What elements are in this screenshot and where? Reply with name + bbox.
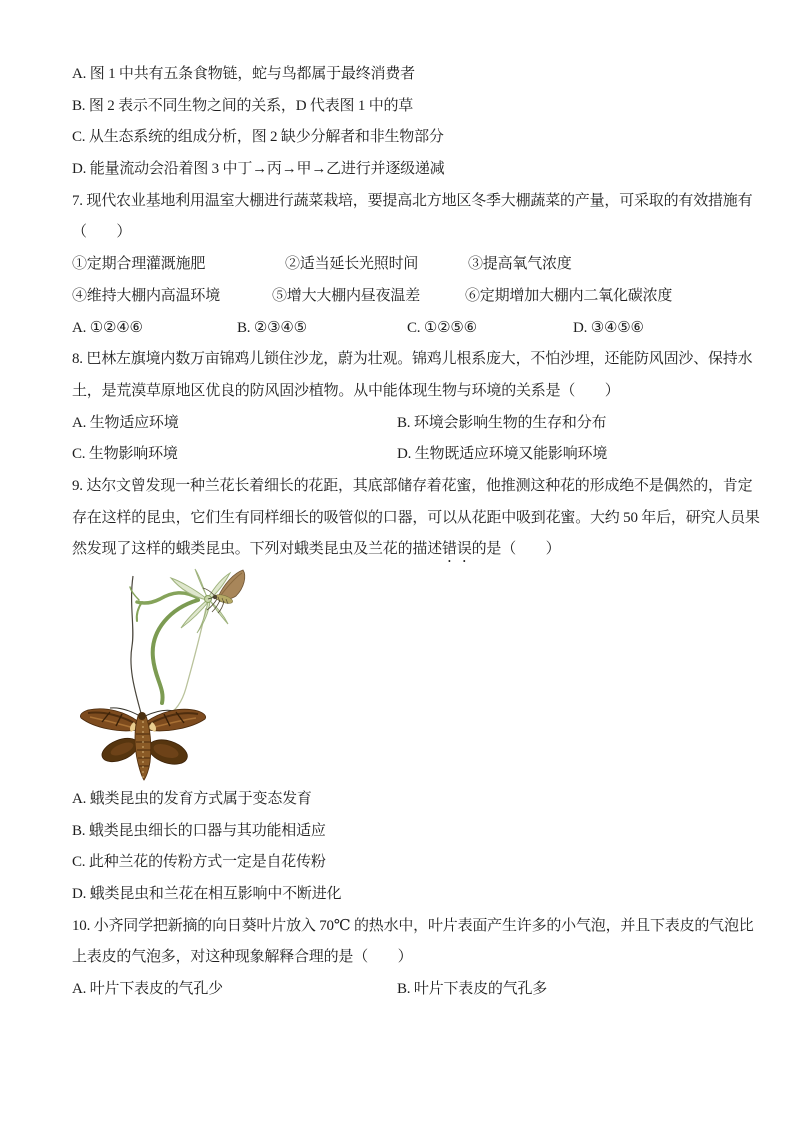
- q9-stem-line3-before: 然发现了这样的蛾类昆虫。下列对蛾类昆虫及兰花的描述: [72, 541, 443, 558]
- q8-option-d: D. 生物既适应环境又能影响环境: [397, 446, 608, 463]
- orchid-stem: [130, 587, 198, 703]
- q7-items-row1: [72, 249, 725, 281]
- q9-option-a: A. 蛾类昆虫的发育方式属于变态发育: [72, 791, 312, 807]
- q7-stem: 7. 现代农业基地利用温室大棚进行蔬菜栽培，要提高北方地区冬季大棚蔬菜的产量，可采取的有效措施有: [72, 192, 753, 209]
- moth-orchid-svg: [76, 566, 446, 784]
- q7-options-row: [72, 313, 725, 345]
- q10-options-row: [72, 974, 725, 1006]
- q9-stem-line1: 9. 达尔文曾发现一种兰花长着细长的花距，其底部储存着花蜜，他推测这种花的形成绝不是偶然的，肯定: [72, 477, 753, 494]
- q8-options-row2: [72, 439, 725, 471]
- moth-orchid-illustration: [76, 566, 725, 784]
- q8-stem-line1: 8. 巴林左旗境内数万亩锦鸡儿锁住沙龙，蔚为壮观。锦鸡儿根系庞大，不怕沙埋，还能防风固沙、保持水: [72, 351, 753, 368]
- q10-stem-line1: 10. 小齐同学把新摘的向日葵叶片放入 70℃ 的热水中，叶片表面产生许多的小气泡，并且下表皮的气泡比: [72, 917, 754, 934]
- q6-option-d: D. 能量流动会沿着图 3 中丁→丙→甲→乙进行并逐级递减: [72, 161, 445, 178]
- q10-option-a: A. 叶片下表皮的气孔少: [72, 981, 223, 998]
- q7-items-row2: [72, 281, 725, 313]
- q9-emphasized-word: 错误: [442, 541, 472, 558]
- q8-option-c: C. 生物影响环境: [72, 446, 178, 463]
- q10-stem-line2: 上表皮的气泡多，对这种现象解释合理的是（ ）: [72, 949, 413, 966]
- q8-options-row1: [72, 408, 725, 440]
- q8-option-a: A. 生物适应环境: [72, 414, 179, 431]
- q9-option-b: B. 蛾类昆虫细长的口器与其功能相适应: [72, 822, 326, 839]
- q9-option-c: C. 此种兰花的传粉方式一定是自花传粉: [72, 854, 326, 871]
- large-moth: [80, 708, 205, 780]
- q9-stem-line2: 存在这样的昆虫，它们生有同样细长的吸管似的口器，可以从花距中吸到花蜜。大约 50 年后，研究人员果: [72, 509, 760, 526]
- q7-option-d: D. ③④⑤⑥: [573, 319, 644, 336]
- q8-option-b: B. 环境会影响生物的生存和分布: [397, 414, 607, 431]
- q7-option-c: C. ①②⑤⑥: [407, 319, 477, 336]
- q9-stem-line3: [72, 534, 725, 566]
- q6-option-b: B. 图 2 表示不同生物之间的关系，D 代表图 1 中的草: [72, 97, 414, 114]
- q7-option-a: A. ①②④⑥: [72, 319, 143, 336]
- q9-option-d: D. 蛾类昆虫和兰花在相互影响中不断进化: [72, 886, 342, 903]
- q6-option-a: A. 图 1 中共有五条食物链，蛇与鸟都属于最终消费者: [72, 66, 415, 82]
- q6-option-c: C. 从生态系统的组成分析，图 2 缺少分解者和非生物部分: [72, 129, 444, 146]
- q8-stem-line2: 土，是荒漠草原地区优良的防风固沙植物。从中能体现生物与环境的关系是（ ）: [72, 382, 620, 399]
- q7-item-4: ④维持大棚内高温环境: [72, 287, 221, 304]
- q9-stem-line3-after: 的是（ ）: [471, 541, 561, 558]
- q7-answer-bracket: （ ）: [72, 224, 132, 241]
- q7-item-1: ①定期合理灌溉施肥: [72, 256, 206, 273]
- q7-item-5: ⑤增大大棚内昼夜温差: [272, 287, 421, 304]
- q7-item-6: ⑥定期增加大棚内二氧化碳浓度: [465, 287, 673, 304]
- q10-option-b: B. 叶片下表皮的气孔多: [397, 981, 548, 998]
- q7-item-3: ③提高氧气浓度: [468, 256, 572, 273]
- q7-option-b: B. ②③④⑤: [237, 319, 307, 336]
- q7-item-2: ②适当延长光照时间: [285, 256, 419, 273]
